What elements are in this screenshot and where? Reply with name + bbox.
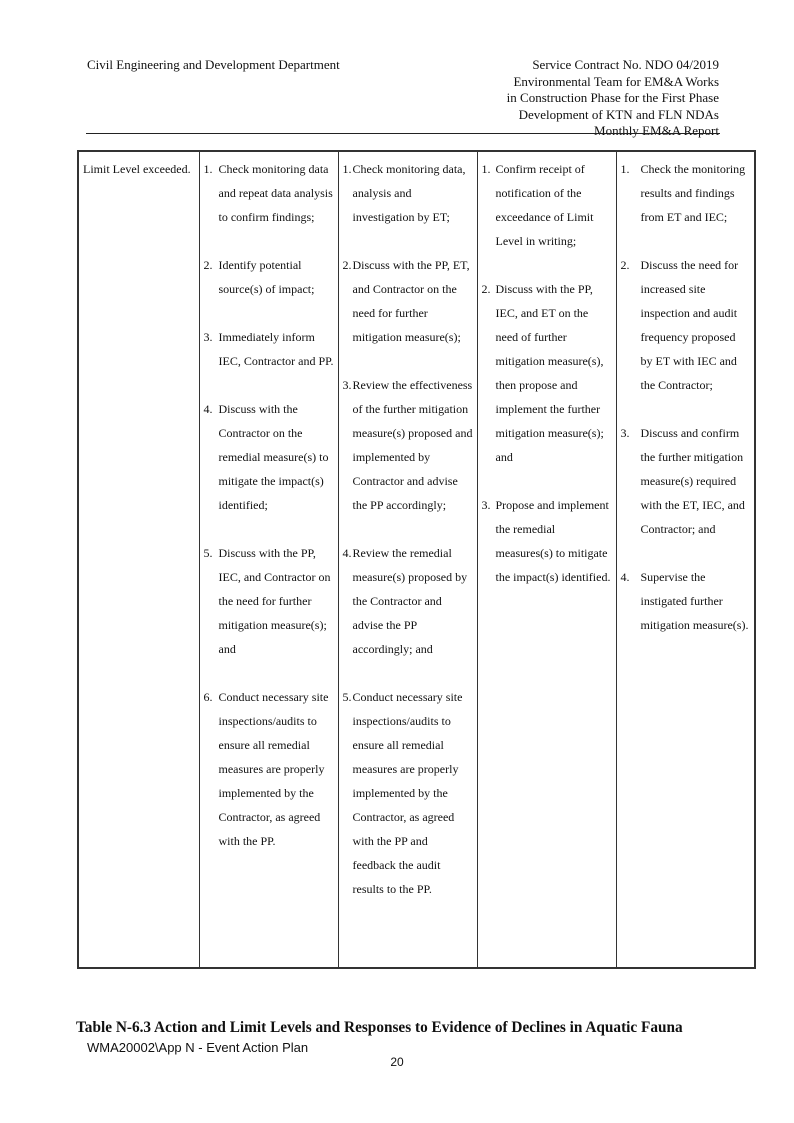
list-item: 4. Supervise the instigated further mitigation measure(s). <box>620 570 749 632</box>
action-cell-contractor <box>477 151 616 968</box>
contract-line: Environmental Team for EM&A Works <box>513 73 719 89</box>
contract-info <box>399 57 719 140</box>
action-list <box>343 157 473 901</box>
contract-line: Development of KTN and FLN NDAs <box>518 106 719 122</box>
list-item: 3. Immediately inform IEC, Contractor and PP. <box>203 330 334 368</box>
list-item: 3. Review the effectiveness of the further mitigation measure(s) proposed and implemented by Contractor and advise the PP accordingly; <box>342 378 473 512</box>
contract-line: in Construction Phase for the First Phase <box>506 90 719 105</box>
list-item: 2. Identify potential source(s) of impact; <box>203 258 315 296</box>
contract-line: Monthly EM&A Report <box>594 123 719 138</box>
event-action-table <box>77 150 756 969</box>
action-list <box>621 157 751 637</box>
table-row <box>78 151 755 968</box>
header-rule <box>86 133 720 134</box>
table-caption: Table N-6.3 Action and Limit Levels and Responses to Evidence of Declines in Aquatic Fauna <box>76 1019 683 1036</box>
list-item: 2. Discuss the need for increased site inspection and audit frequency proposed by ET with IEC and the Contractor; <box>620 258 739 392</box>
action-cell-iec <box>338 151 477 968</box>
action-list <box>482 157 612 589</box>
action-list <box>204 157 334 853</box>
list-item: 4. Review the remedial measure(s) proposed by the Contractor and advise the PP accordingly; and <box>342 546 468 656</box>
list-item: 3. Propose and implement the remedial measures(s) to mitigate the impact(s) identified. <box>481 498 611 584</box>
list-item: 1. Check monitoring data and repeat data analysis to confirm findings; <box>203 162 333 224</box>
list-item: 5. Discuss with the PP, IEC, and Contractor on the need for further mitigation measure(s); and <box>203 546 331 656</box>
event-cell <box>78 151 199 968</box>
list-item: 5. Conduct necessary site inspections/audits to ensure all remedial measures are properly implemented by the Contractor, as agreed with the PP and feedback the audit results to the PP. <box>342 690 463 896</box>
event-label: Limit Level exceeded. <box>83 162 191 176</box>
document-reference: WMA20002\App N - Event Action Plan <box>87 1040 309 1055</box>
list-item: 1. Check monitoring data, analysis and investigation by ET; <box>342 162 466 224</box>
department-name: Civil Engineering and Development Department <box>87 57 340 72</box>
list-item: 4. Discuss with the Contractor on the remedial measure(s) to mitigate the impact(s) identified; <box>203 402 329 512</box>
action-cell-et <box>199 151 338 968</box>
list-item: 2. Discuss with the PP, IEC, and ET on the need of further mitigation measure(s), then propose and implement the further mitigation measure(s); and <box>481 282 604 464</box>
page-number: 20 <box>390 1055 404 1069</box>
list-item: 6. Conduct necessary site inspections/audits to ensure all remedial measures are properly implemented by the Contractor, as agreed with the PP. <box>203 690 329 848</box>
list-item: 2. Discuss with the PP, ET, and Contractor on the need for further mitigation measure(s); <box>342 258 470 344</box>
list-item: 3. Discuss and confirm the further mitigation measure(s) required with the ET, IEC, and Contractor; and <box>620 426 745 536</box>
list-item: 1. Confirm receipt of notification of the exceedance of Limit Level in writing; <box>481 162 594 248</box>
action-cell-pp <box>616 151 755 968</box>
list-item: 1. Check the monitoring results and findings from ET and IEC; <box>620 162 746 224</box>
contract-line: Service Contract No. NDO 04/2019 <box>532 57 719 72</box>
